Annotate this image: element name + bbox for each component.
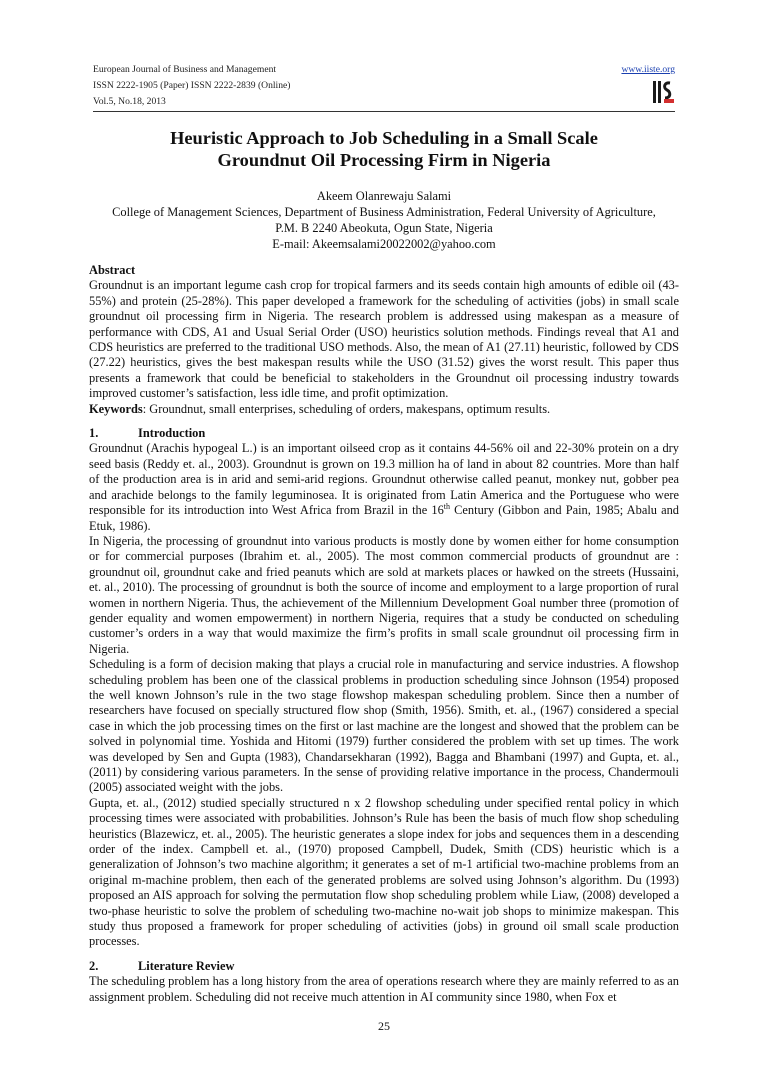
author-name: Akeem Olanrewaju Salami <box>316 189 452 203</box>
title-line-2: Groundnut Oil Processing Firm in Nigeria <box>217 150 551 170</box>
section-1-title: Introduction <box>138 426 206 441</box>
intro-paragraph-3: Scheduling is a form of decision making that plays a crucial role in manufacturing and service industries. A flowshop scheduling problem has been one of the classical problems in production scheduling since Johnson (1954) proposed the well known Johnson’s rule in the two stage flowshop makespan scheduling problem. Since then a number of researchers have focused on specially structured flow shop (Smith, 1956). Smith, et. al., (1967) considered a special case in which the job processing times on the first or last machine are the longest and showed that the problem can be solved in polynomial time. Yoshida and Hitomi (1979) further considered the problem with set up times. The work was developed by Sen and Gupta (1983), Chandarsekharan (1992), Bagga and Bhambani (1997) and Gupta, et. al., (2011) by considering various parameters. In the sense of providing relative importance in the process, Chandermouli (2005) associated weight with the jobs. <box>89 657 679 795</box>
section-1-number: 1. <box>89 426 99 441</box>
paper-body <box>89 263 679 1005</box>
issn-line: ISSN 2222-1905 (Paper) ISSN 2222-2839 (Online) <box>93 80 291 91</box>
journal-url-link[interactable]: www.iiste.org <box>621 64 675 75</box>
volume-line: Vol.5, No.18, 2013 <box>93 96 166 107</box>
paper-title <box>93 127 675 171</box>
superscript-th: th <box>443 501 451 511</box>
title-line-1: Heuristic Approach to Job Scheduling in a Small Scale <box>170 128 598 148</box>
page-number: 25 <box>378 1019 390 1033</box>
author-affiliation: College of Management Sciences, Department of Business Administration, Federal University of Agriculture, <box>112 205 656 219</box>
intro-paragraph-2: In Nigeria, the processing of groundnut into various products is mostly done by women either for home consumption or for commercial purposes (Ibrahim et. al., 2005). The most common commercial products of groundnut are : groundnut oil, groundnut cake and fried peanuts which are sold at markets places or hawked on the streets (Hussaini, et. al., 2010). The processing of groundnut is both the source of income and employment to a large proportion of rural women in northern Nigeria. Thus, the achievement of the Millennium Development Goal number three (promotion of gender equality and women empowerment) in northern Nigeria, requires that a study be conducted on scheduling customer’s orders in a way that would maximize the firm’s profits in small scale groundnut oil processing firm in Nigeria. <box>89 533 679 656</box>
abstract-text: Groundnut is an important legume cash crop for tropical farmers and its seeds contain high amounts of edible oil (43-55%) and protein (25-28%). This paper developed a framework for the scheduling of activities (jobs) in small scale groundnut oil processing firm in Nigeria. The research problem is addressed using makespan as a measure of performance with CDS, A1 and Usual Serial Order (USO) heuristics solution methods. Findings reveal that A1 and CDS heuristics are preferred to the traditional USO methods. Also, the mean of A1 (27.11) heuristic, followed by CDS (27.22) heuristics, gives the best makespan results while the USO (31.52) gives the worst result. This paper thus presents a framework that could be beneficial to stakeholders in the Groundnut oil processing industry towards improved customer’s satisfaction, less idle time, and profit optimization. <box>89 278 679 401</box>
literature-paragraph-1: The scheduling problem has a long history from the area of operations research where they are mainly referred to as an assignment problem. Scheduling did not receive much attention in AI community since 1980, when Fox et <box>89 974 679 1004</box>
intro-paragraph-1: Groundnut (Arachis hypogeal L.) is an important oilseed crop as it contains 44-56% oil and 22-30% protein on a dry seed basis (Reddy et. al., 2003). Groundnut is grown on 19.3 million ha of land in about 82 countries. More than half of the production area is in arid and semi-arid regions. Groundnut otherwise called peanut, monkey nut, gobber pea and arachide belongs to the family leguminosea. It is originated from Latin America and the Portuguese who were responsible for its introduction into West Africa from Brazil in the 16th Century (Gibbon and Pain, 1985; Abalu and Etuk, 1986). <box>89 441 679 533</box>
journal-name: European Journal of Business and Management <box>93 64 277 75</box>
section-1-heading <box>89 426 679 441</box>
abstract-heading: Abstract <box>89 263 136 277</box>
section-2-title: Literature Review <box>138 958 235 973</box>
keywords-line <box>89 402 679 417</box>
header-divider <box>93 111 675 112</box>
author-address: P.M. B 2240 Abeokuta, Ogun State, Nigeria <box>275 221 493 235</box>
section-2-heading <box>89 959 679 974</box>
intro-paragraph-4: Gupta, et. al., (2012) studied specially structured n x 2 flowshop scheduling under specified rental policy in which processing times were associated with probabilities. Johnson’s Rule has been the basis of much flow shop scheduling heuristics (Blazewicz, et. al., 2005). The heuristic generates a slope index for jobs and sequences them in a descending order of the index. Campbell et. al., (1970) proposed Campbell, Dudek, Smith (CDS) heuristic which is a generalization of Johnson’s two machine algorithm; it generates a set of m-1 artificial two-machine problems from an original m-machine problem, then each of the generated problems are solved using Johnson’s algorithm. Du (1993) proposed an AIS approach for solving the permutation flow shop scheduling problem while Liaw, (2008) developed a two-phase heuristic to solve the problem of scheduling two-machine no-wait job shops to minimize makespan. This study thus proposed a framework for proper scheduling of activities (jobs) in ground oil small scale production processes. <box>89 795 679 949</box>
keywords-label: Keywords <box>89 401 143 416</box>
keywords-text: : Groundnut, small enterprises, scheduling of orders, makespans, optimum results. <box>142 401 551 416</box>
author-email: E-mail: Akeemsalami20022002@yahoo.com <box>272 237 496 251</box>
iiste-logo <box>651 79 675 105</box>
author-block <box>86 188 682 252</box>
section-2-number: 2. <box>89 958 99 973</box>
